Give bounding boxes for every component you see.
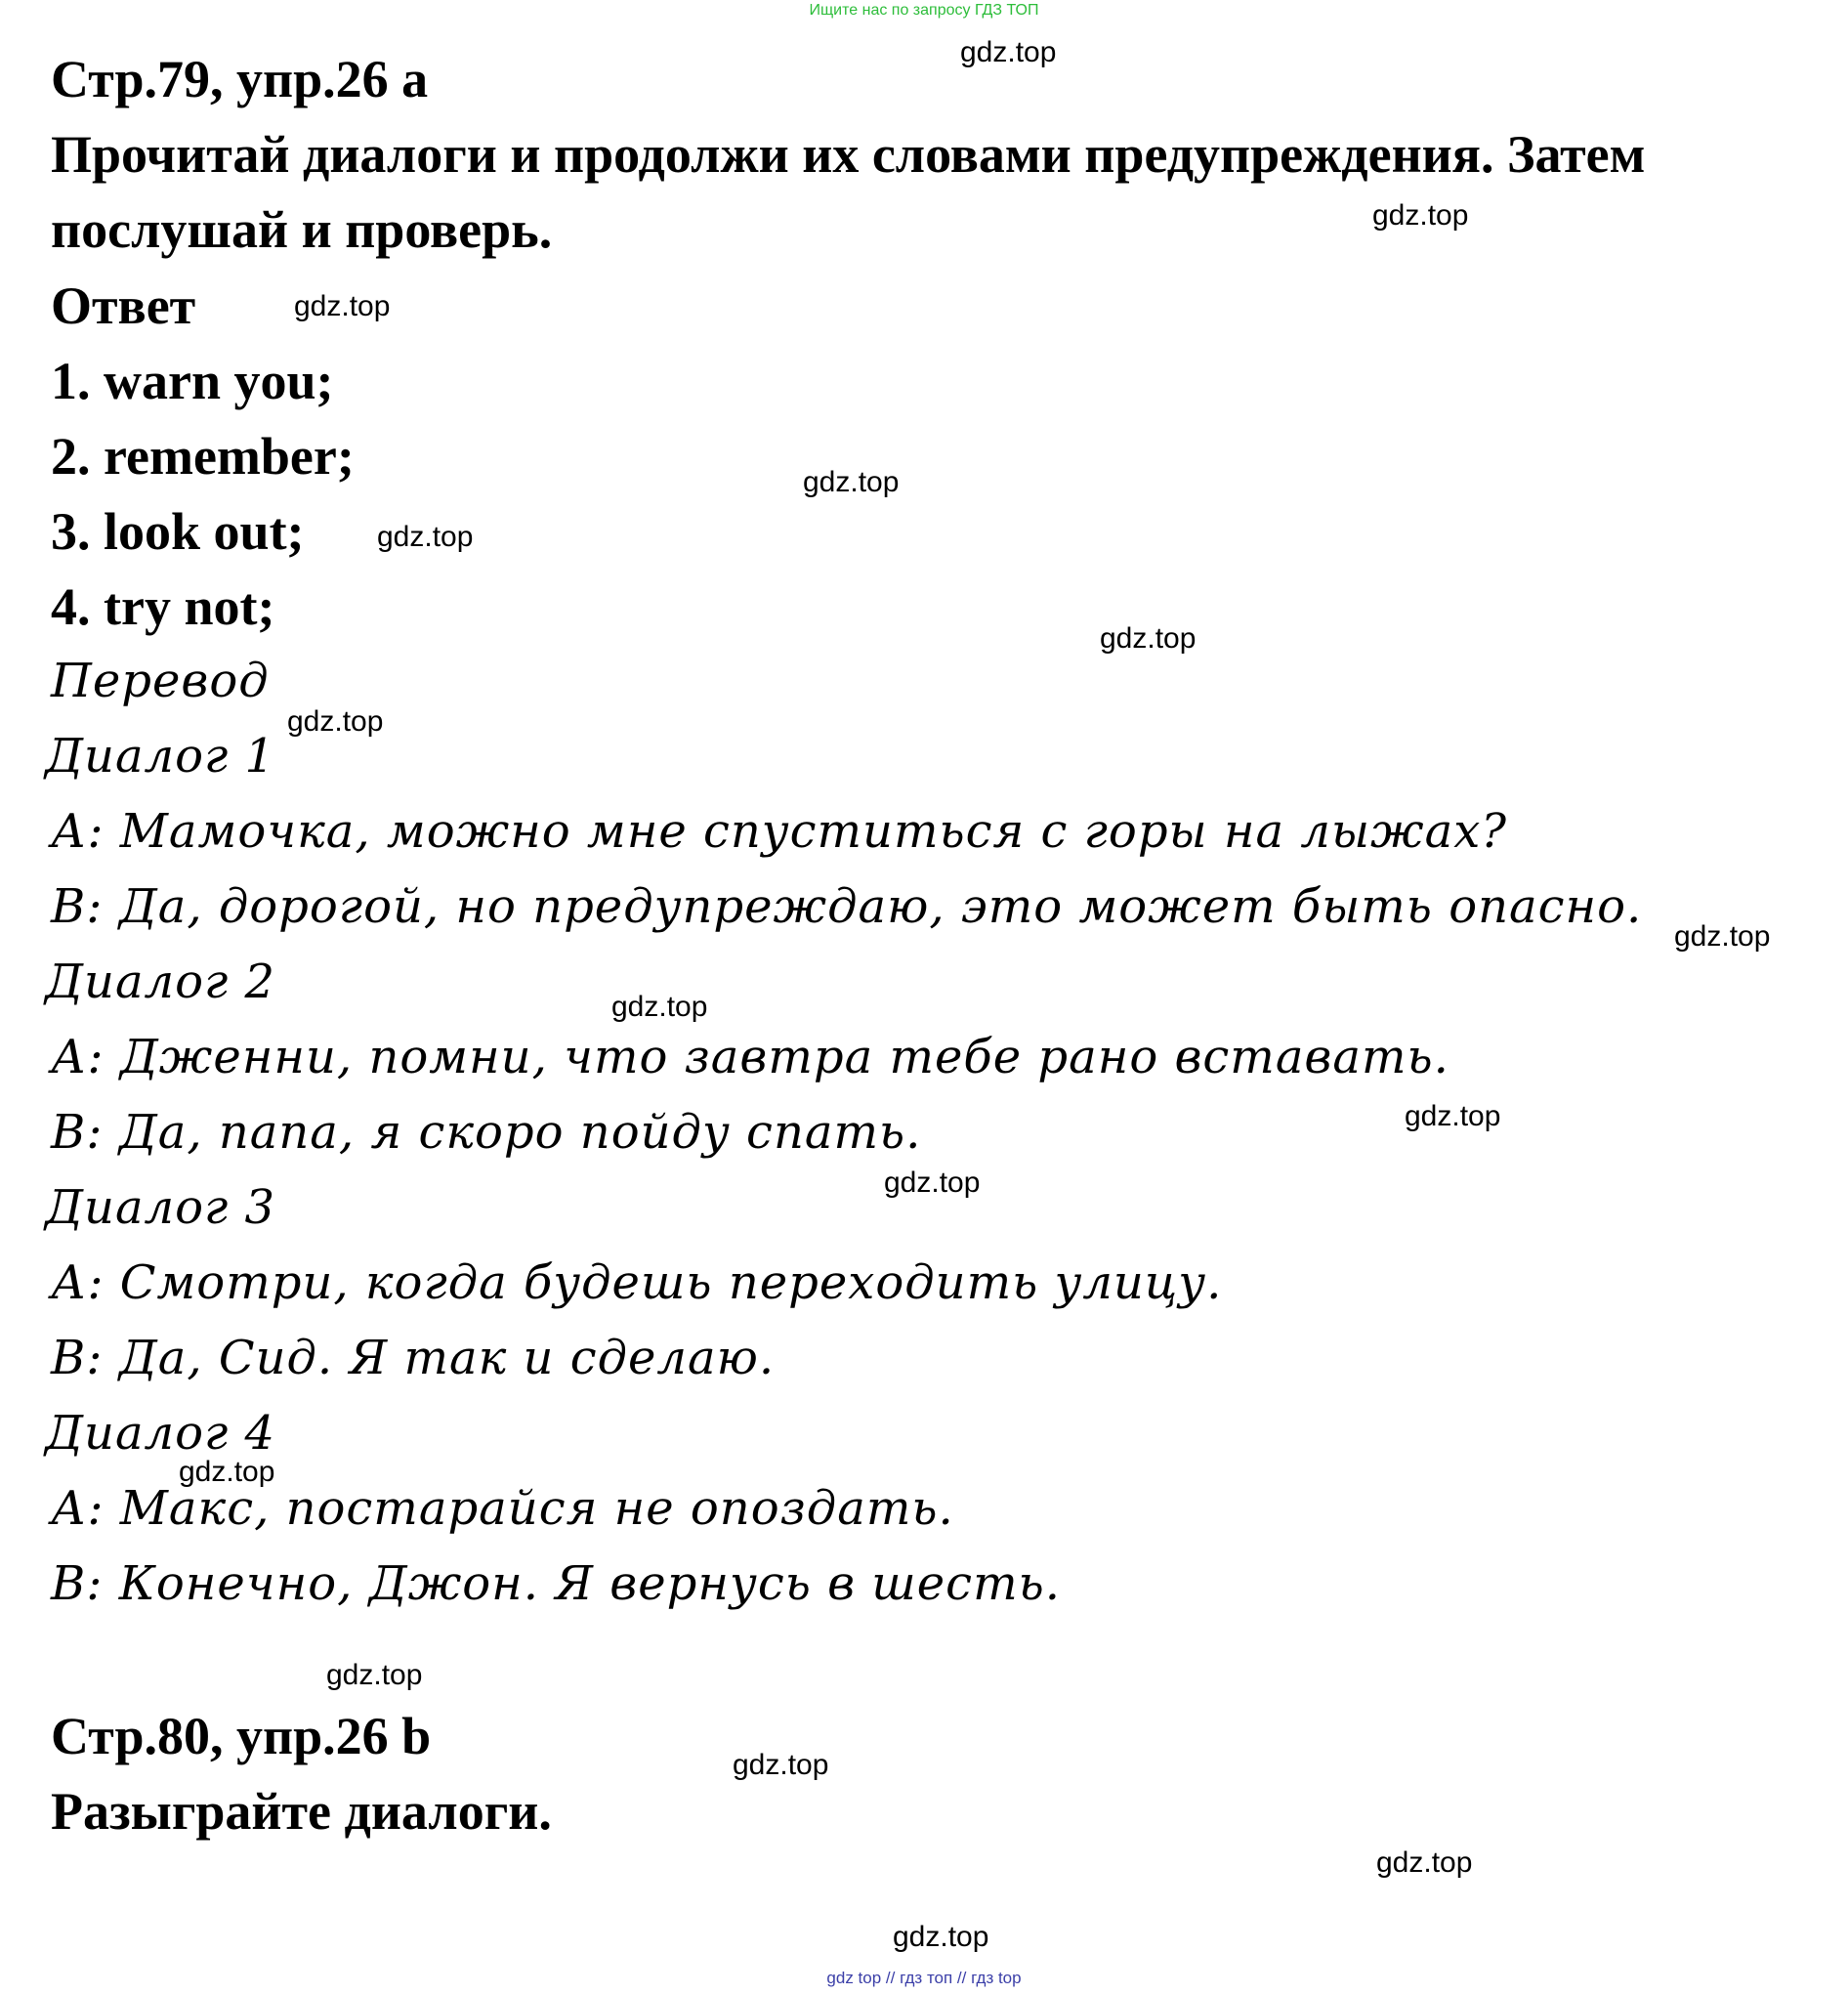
watermark: gdz.top bbox=[287, 705, 384, 738]
watermark: gdz.top bbox=[1405, 1100, 1501, 1132]
answer-item-4: 4. try not; bbox=[51, 577, 275, 636]
task-text-line-2: послушай и проверь. bbox=[51, 200, 553, 259]
dialog-4-title: Диалог 4 bbox=[45, 1406, 276, 1461]
watermark: gdz.top bbox=[884, 1167, 981, 1199]
dialog-1-title: Диалог 1 bbox=[45, 729, 276, 784]
answer-item-3: 3. look out; bbox=[51, 502, 305, 561]
answer-label: Ответ bbox=[51, 276, 196, 335]
dialog-3-title: Диалог 3 bbox=[45, 1180, 276, 1235]
dialog-2-title: Диалог 2 bbox=[45, 955, 276, 1009]
watermark: gdz.top bbox=[611, 991, 708, 1023]
dialog-2-line-b: В: Да, папа, я скоро пойду спать. bbox=[51, 1105, 922, 1160]
dialog-4-line-a: А: Макс, постарайся не опоздать. bbox=[51, 1481, 954, 1536]
dialog-2-line-a: А: Дженни, помни, что завтра тебе рано вставать. bbox=[51, 1030, 1449, 1084]
watermark: gdz.top bbox=[1372, 199, 1469, 232]
dialog-1-line-b: В: Да, дорогой, но предупреждаю, это может быть опасно. bbox=[51, 879, 1643, 934]
footer-caption: gdz top // гдз топ // гдз top bbox=[826, 1969, 1022, 1987]
watermark: gdz.top bbox=[960, 36, 1057, 68]
dialog-1-line-a: А: Мамочка, можно мне спуститься с горы на лыжах? bbox=[51, 804, 1508, 859]
watermark: gdz.top bbox=[179, 1456, 275, 1488]
dialog-4-line-b: В: Конечно, Джон. Я вернусь в шесть. bbox=[51, 1556, 1061, 1611]
dialog-3-line-a: А: Смотри, когда будешь переходить улицу. bbox=[51, 1255, 1223, 1310]
task-text-line-1: Прочитай диалоги и продолжи их словами предупреждения. Затем bbox=[51, 125, 1646, 184]
translation-label: Перевод bbox=[51, 654, 270, 708]
watermark: gdz.top bbox=[1674, 920, 1771, 953]
top-banner: Ищите нас по запросу ГДЗ ТОП bbox=[809, 2, 1039, 19]
watermark: gdz.top bbox=[326, 1659, 423, 1691]
watermark: gdz.top bbox=[377, 521, 474, 553]
dialog-3-line-b: В: Да, Сид. Я так и сделаю. bbox=[51, 1331, 776, 1385]
watermark: gdz.top bbox=[294, 290, 391, 322]
exercise-title-2: Стр.80, упр.26 b bbox=[51, 1707, 432, 1765]
exercise-2-task: Разыграйте диалоги. bbox=[51, 1782, 552, 1841]
watermark: gdz.top bbox=[733, 1749, 829, 1781]
watermark: gdz.top bbox=[1100, 622, 1197, 655]
watermark: gdz.top bbox=[893, 1921, 989, 1953]
watermark: gdz.top bbox=[1376, 1846, 1473, 1879]
watermark: gdz.top bbox=[803, 466, 900, 498]
answer-item-1: 1. warn you; bbox=[51, 352, 334, 410]
exercise-title-1: Стр.79, упр.26 a bbox=[51, 50, 429, 108]
answer-item-2: 2. remember; bbox=[51, 427, 355, 486]
